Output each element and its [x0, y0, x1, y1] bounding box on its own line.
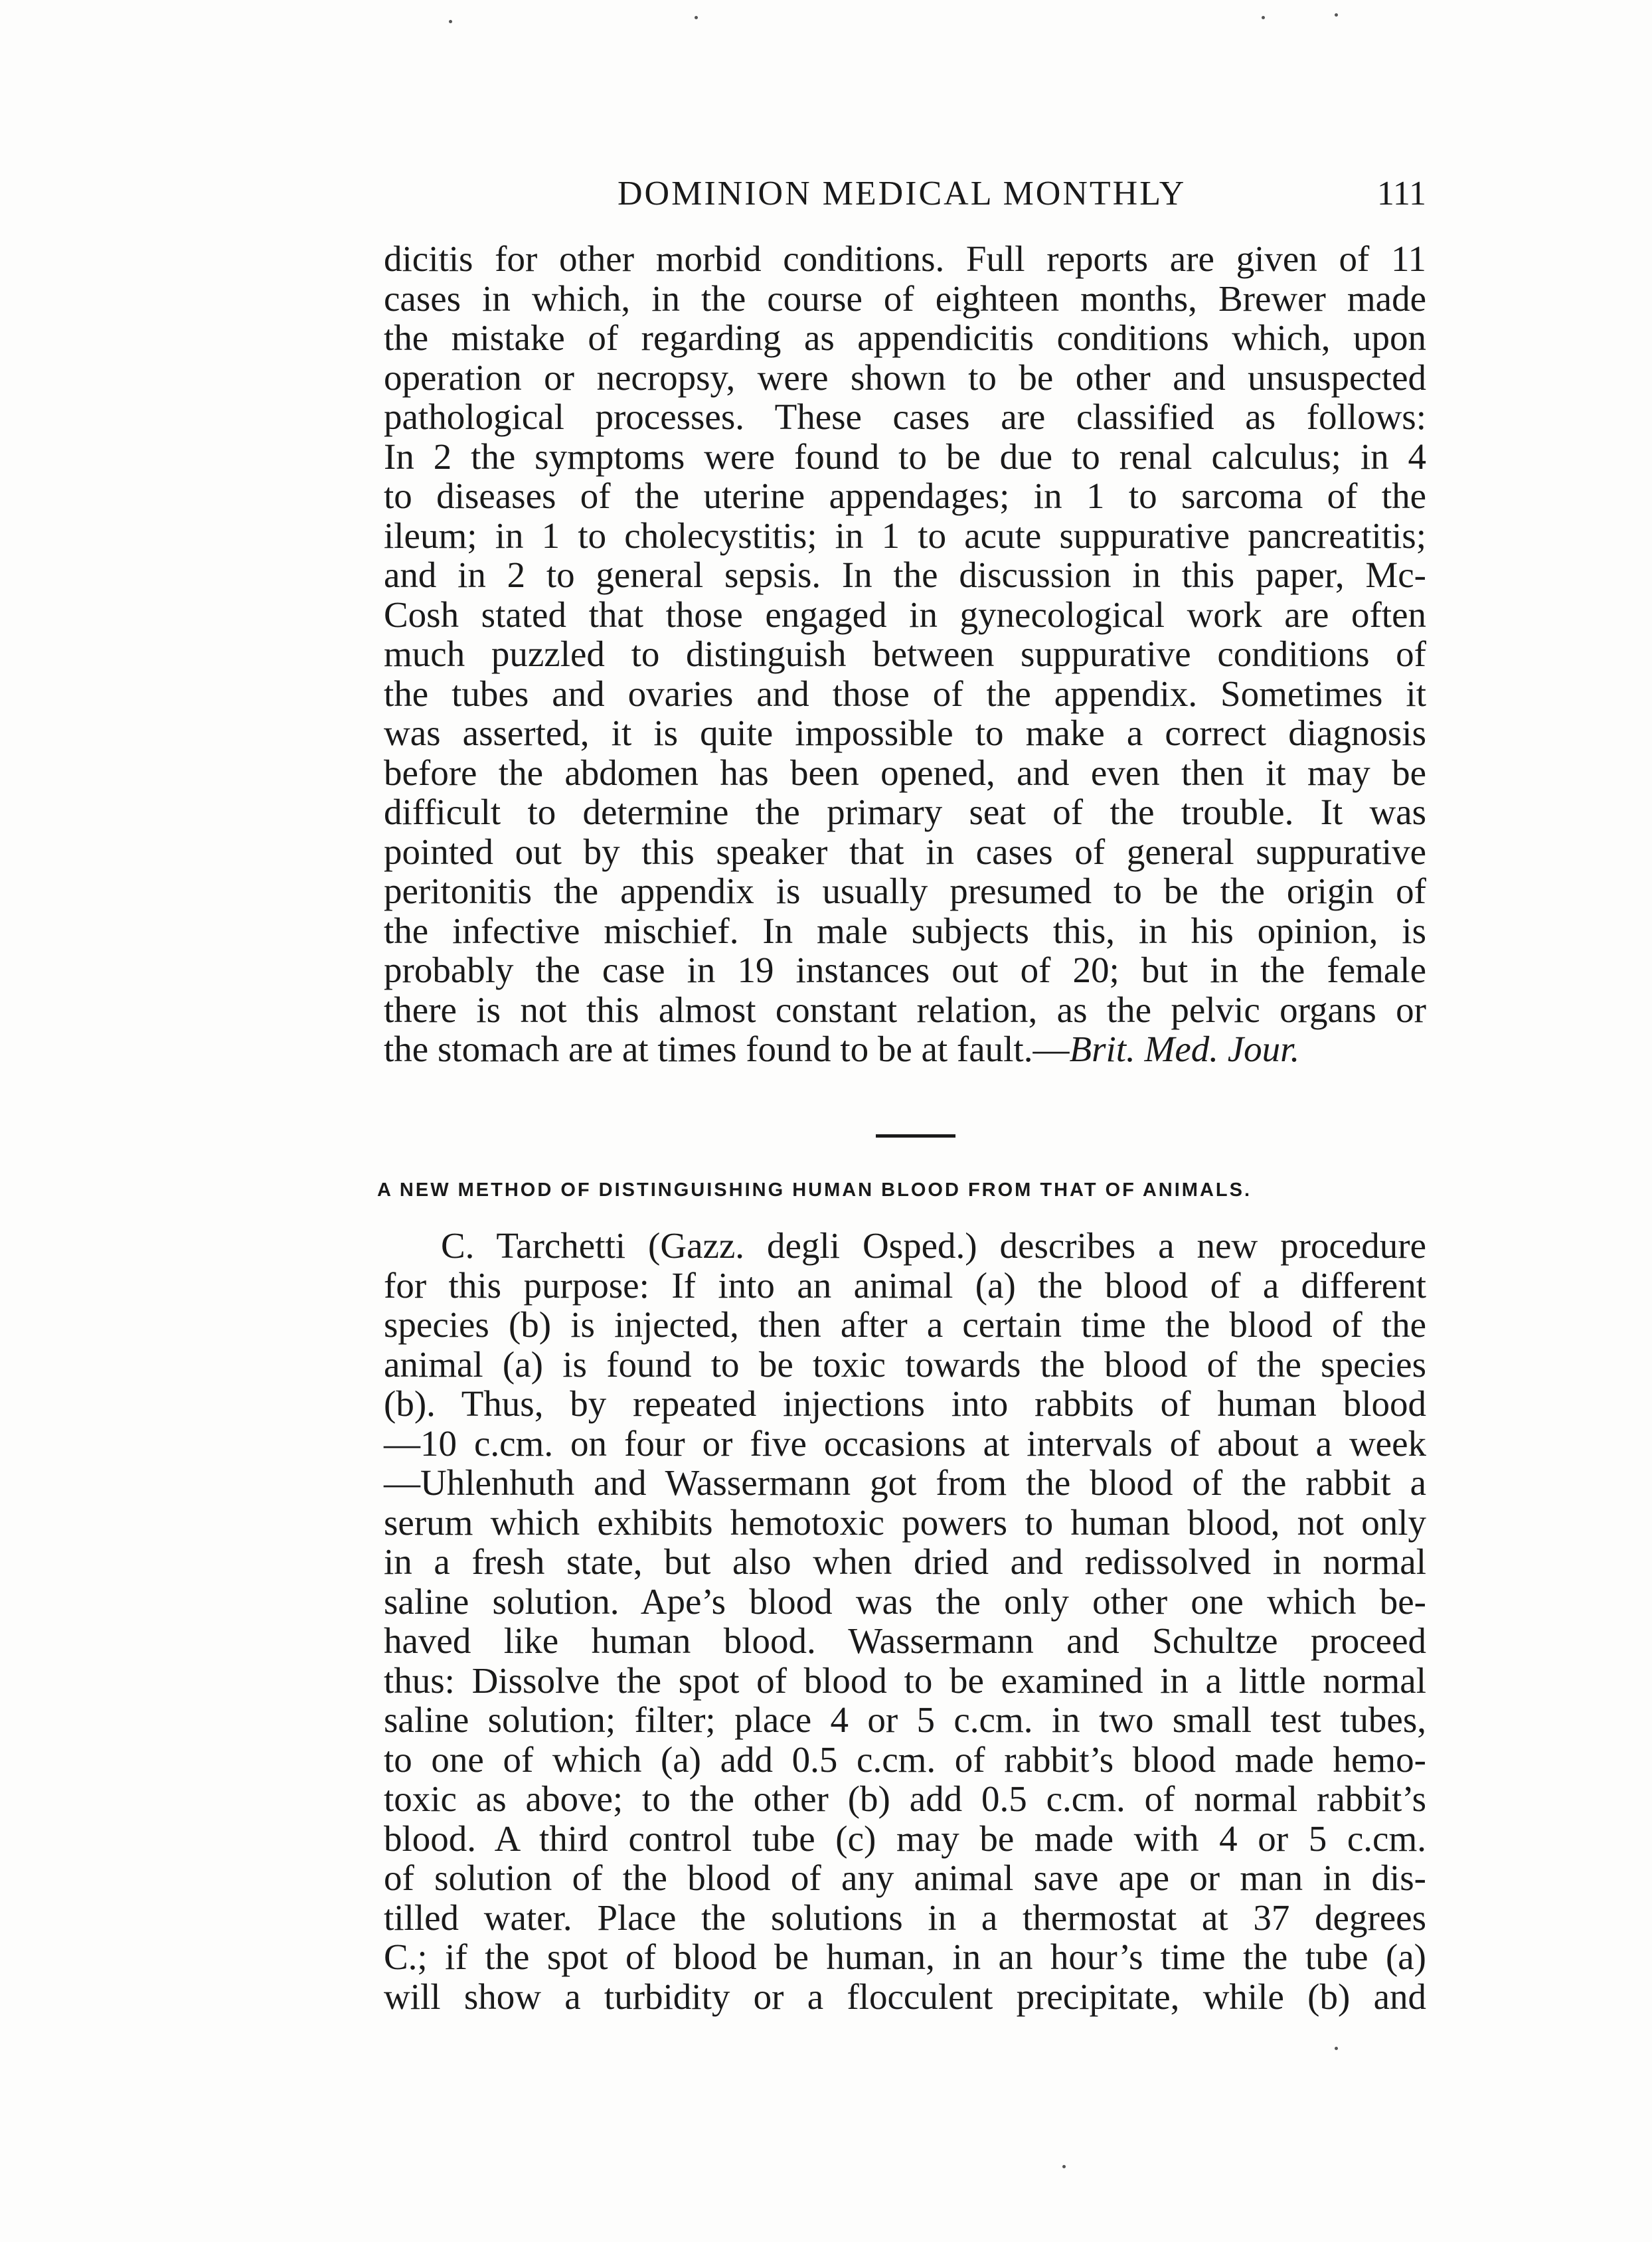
text-line: saline solution; filter; place 4 or 5 c.cm. in two small test tubes, — [384, 1699, 1426, 1740]
text-line: in a fresh state, but also when dried and redissolved in normal — [384, 1541, 1426, 1582]
text-line: haved like human blood. Wassermann and Schultze proceed — [384, 1620, 1426, 1661]
text-line-last — [384, 1029, 1426, 1069]
text-line: ileum; in 1 to cholecystitis; in 1 to acute suppurative pancreatitis; — [384, 515, 1426, 556]
text-line: tilled water. Place the solutions in a thermostat at 37 degrees — [384, 1897, 1426, 1938]
text-line: before the abdomen has been opened, and even then it may be — [384, 752, 1426, 793]
text-line: was asserted, it is quite impossible to make a correct diagnosis — [384, 713, 1426, 753]
text-line: C. Tarchetti (Gazz. degli Osped.) describes a new procedure — [441, 1225, 1426, 1266]
text-line: the infective mischief. In male subjects this, in his opinion, is — [384, 910, 1426, 951]
scan-speck — [695, 16, 698, 19]
text-line: blood. A third control tube (c) may be made with 4 or 5 c.cm. — [384, 1818, 1426, 1859]
text-line: cases in which, in the course of eighteen months, Brewer made — [384, 278, 1426, 319]
scan-speck — [1062, 2165, 1066, 2168]
text-line: pointed out by this speaker that in cases of general suppurative — [384, 831, 1426, 872]
text-line: peritonitis the appendix is usually presumed to be the origin of — [384, 871, 1426, 911]
source-citation: Brit. Med. Jour. — [1069, 1029, 1300, 1069]
article-paragraph — [384, 1226, 1426, 2016]
text-line: Cosh stated that those engaged in gynecological work are often — [384, 594, 1426, 635]
text-line: will show a turbidity or a flocculent precipitate, while (b) and — [384, 1976, 1426, 2017]
text-line: difficult to determine the primary seat of the trouble. It was — [384, 792, 1426, 832]
scan-speck — [1262, 16, 1265, 19]
text-line: to diseases of the uterine appendages; in 1 to sarcoma of the — [384, 475, 1426, 516]
scan-speck — [449, 20, 452, 23]
last-line-text: the stomach are at times found to be at fault.— — [384, 1029, 1070, 1069]
text-line: probably the case in 19 instances out of 20; but in the female — [384, 950, 1426, 990]
text-line: serum which exhibits hemotoxic powers to human blood, not only — [384, 1502, 1426, 1543]
text-line: thus: Dissolve the spot of blood to be examined in a little normal — [384, 1660, 1426, 1701]
text-line: there is not this almost constant relation, as the pelvic organs or — [384, 989, 1426, 1030]
section-heading: A NEW METHOD OF DISTINGUISHING HUMAN BLOOD FROM THAT OF ANIMALS. — [377, 1179, 1252, 1201]
text-line: and in 2 to general sepsis. In the discussion in this paper, Mc- — [384, 555, 1426, 595]
text-line: saline solution. Ape’s blood was the only other one which be- — [384, 1581, 1426, 1622]
text-line: the tubes and ovaries and those of the appendix. Sometimes it — [384, 673, 1426, 714]
text-line: of solution of the blood of any animal save ape or man in dis- — [384, 1857, 1426, 1898]
text-line: operation or necropsy, were shown to be other and unsuspected — [384, 357, 1426, 398]
scan-speck — [1335, 2047, 1338, 2050]
text-line: In 2 the symptoms were found to be due to renal calculus; in 4 — [384, 436, 1426, 477]
text-line: pathological processes. These cases are classified as follows: — [384, 396, 1426, 437]
text-line: the mistake of regarding as appendicitis conditions which, upon — [384, 317, 1426, 358]
text-line: toxic as above; to the other (b) add 0.5 c.cm. of normal rabbit’s — [384, 1778, 1426, 1819]
text-line: —10 c.cm. on four or five occasions at intervals of about a week — [384, 1423, 1426, 1464]
text-line: much puzzled to distinguish between suppurative conditions of — [384, 634, 1426, 674]
article-continuation-paragraph — [384, 239, 1426, 1069]
text-line: —Uhlenhuth and Wassermann got from the blood of the rabbit a — [384, 1462, 1426, 1503]
text-line: dicitis for other morbid conditions. Full reports are given of 11 — [384, 238, 1426, 279]
text-line: animal (a) is found to be toxic towards the blood of the species — [384, 1343, 1426, 1385]
scan-speck — [1335, 13, 1338, 17]
section-divider — [876, 1134, 955, 1138]
text-line: to one of which (a) add 0.5 c.cm. of rabbit’s blood made hemo- — [384, 1739, 1426, 1780]
text-line: (b). Thus, by repeated injections into rabbits of human blood — [384, 1383, 1426, 1424]
page-number: 111 — [1376, 175, 1426, 213]
text-line: C.; if the spot of blood be human, in an hour’s time the tube (a) — [384, 1937, 1426, 1977]
running-head — [384, 174, 1426, 220]
text-line: for this purpose: If into an animal (a) the blood of a different — [384, 1264, 1426, 1306]
running-title: DOMINION MEDICAL MONTHLY — [618, 175, 1187, 213]
text-line: species (b) is injected, then after a certain time the blood of the — [384, 1304, 1426, 1345]
